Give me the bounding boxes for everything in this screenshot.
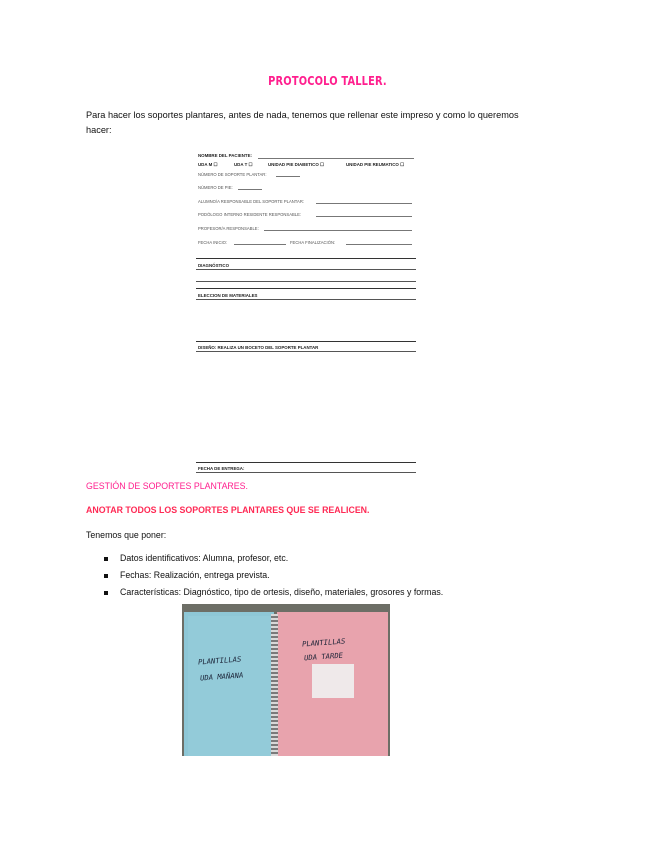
form-fecha-inicio: FECHA INICIO: — [198, 240, 228, 245]
pink-notebook-line2: UDA TARDE — [303, 650, 344, 663]
list-item: Fechas: Realización, entrega prevista. — [104, 567, 443, 584]
form-fecha-entrega: FECHA DE ENTREGA: — [198, 466, 245, 471]
form-eleccion: ELECCION DE MATERIALES — [198, 293, 258, 298]
form-unidad-reumatico: UNIDAD PIE REUMATICO ☐ — [346, 162, 405, 167]
paper-label — [312, 664, 354, 698]
form-line — [234, 244, 286, 245]
form-profesor: PROFESOR/A RESPONSABLE: — [198, 226, 259, 231]
form-line — [316, 216, 412, 217]
bullet-icon — [104, 557, 108, 561]
anotar-heading: ANOTAR TODOS LOS SOPORTES PLANTARES QUE SE REALICEN. — [86, 505, 370, 515]
bullet-list — [104, 550, 443, 601]
form-divider — [196, 351, 416, 352]
blue-notebook-cover — [188, 616, 274, 756]
form-line — [346, 244, 412, 245]
protocol-form-image — [196, 148, 416, 474]
form-line — [264, 230, 412, 231]
spiral-binding — [271, 614, 278, 756]
list-item: Características: Diagnóstico, tipo de ortesis, diseño, materiales, grosores y formas. — [104, 584, 443, 601]
form-divider — [196, 299, 416, 300]
form-divider — [196, 288, 416, 289]
list-item: Datos identificativos: Alumna, profesor, etc. — [104, 550, 443, 567]
gestion-heading: GESTIÓN DE SOPORTES PLANTARES. — [86, 481, 248, 491]
form-patient-label: NOMBRE DEL PACIENTE: — [198, 153, 252, 158]
form-line — [238, 189, 262, 190]
form-numero-soporte: NÚMERO DE SOPORTE PLANTAR: — [198, 172, 267, 177]
pink-notebook-line1: PLANTILLAS — [301, 636, 346, 649]
form-diseno: DISEÑO: REALIZA UN BOCETO DEL SOPORTE PLANTAR — [198, 345, 319, 350]
bullet-icon — [104, 574, 108, 578]
form-line — [316, 203, 412, 204]
form-divider — [196, 258, 416, 259]
form-uda-m: UDA M ☐ — [198, 162, 218, 167]
blue-notebook-line2: UDA MAÑANA — [199, 670, 244, 683]
form-divider — [196, 269, 416, 270]
form-divider — [196, 281, 416, 282]
form-line — [258, 158, 414, 159]
intro-paragraph: Para hacer los soportes plantares, antes de nada, tenemos que rellenar este impreso y como lo queremos hacer: — [86, 110, 519, 135]
bullet-icon — [104, 591, 108, 595]
form-numero-pie: NÚMERO DE PIE: — [198, 185, 233, 190]
blue-notebook-line1: PLANTILLAS — [197, 654, 242, 667]
form-divider — [196, 472, 416, 473]
form-line — [276, 176, 300, 177]
tenemos-text: Tenemos que poner: — [86, 530, 167, 540]
form-podologo: PODÓLOGO INTERNO RESIDENTE RESPONSABLE: — [198, 212, 302, 217]
notebooks-photo — [182, 604, 390, 756]
form-unidad-diabetico: UNIDAD PIE DIABETICO ☐ — [268, 162, 324, 167]
form-diagnostico: DIAGNÓSTICO — [198, 263, 229, 268]
form-uda-t: UDA T ☐ — [234, 162, 253, 167]
form-divider — [196, 341, 416, 342]
form-fecha-fin: FECHA FINALIZACIÓN: — [290, 240, 336, 245]
page-title: PROTOCOLO TALLER. — [268, 74, 387, 88]
form-alumno: ALUMNO/A RESPONSABLE DEL SOPORTE PLANTAR: — [198, 199, 305, 204]
form-divider — [196, 462, 416, 463]
